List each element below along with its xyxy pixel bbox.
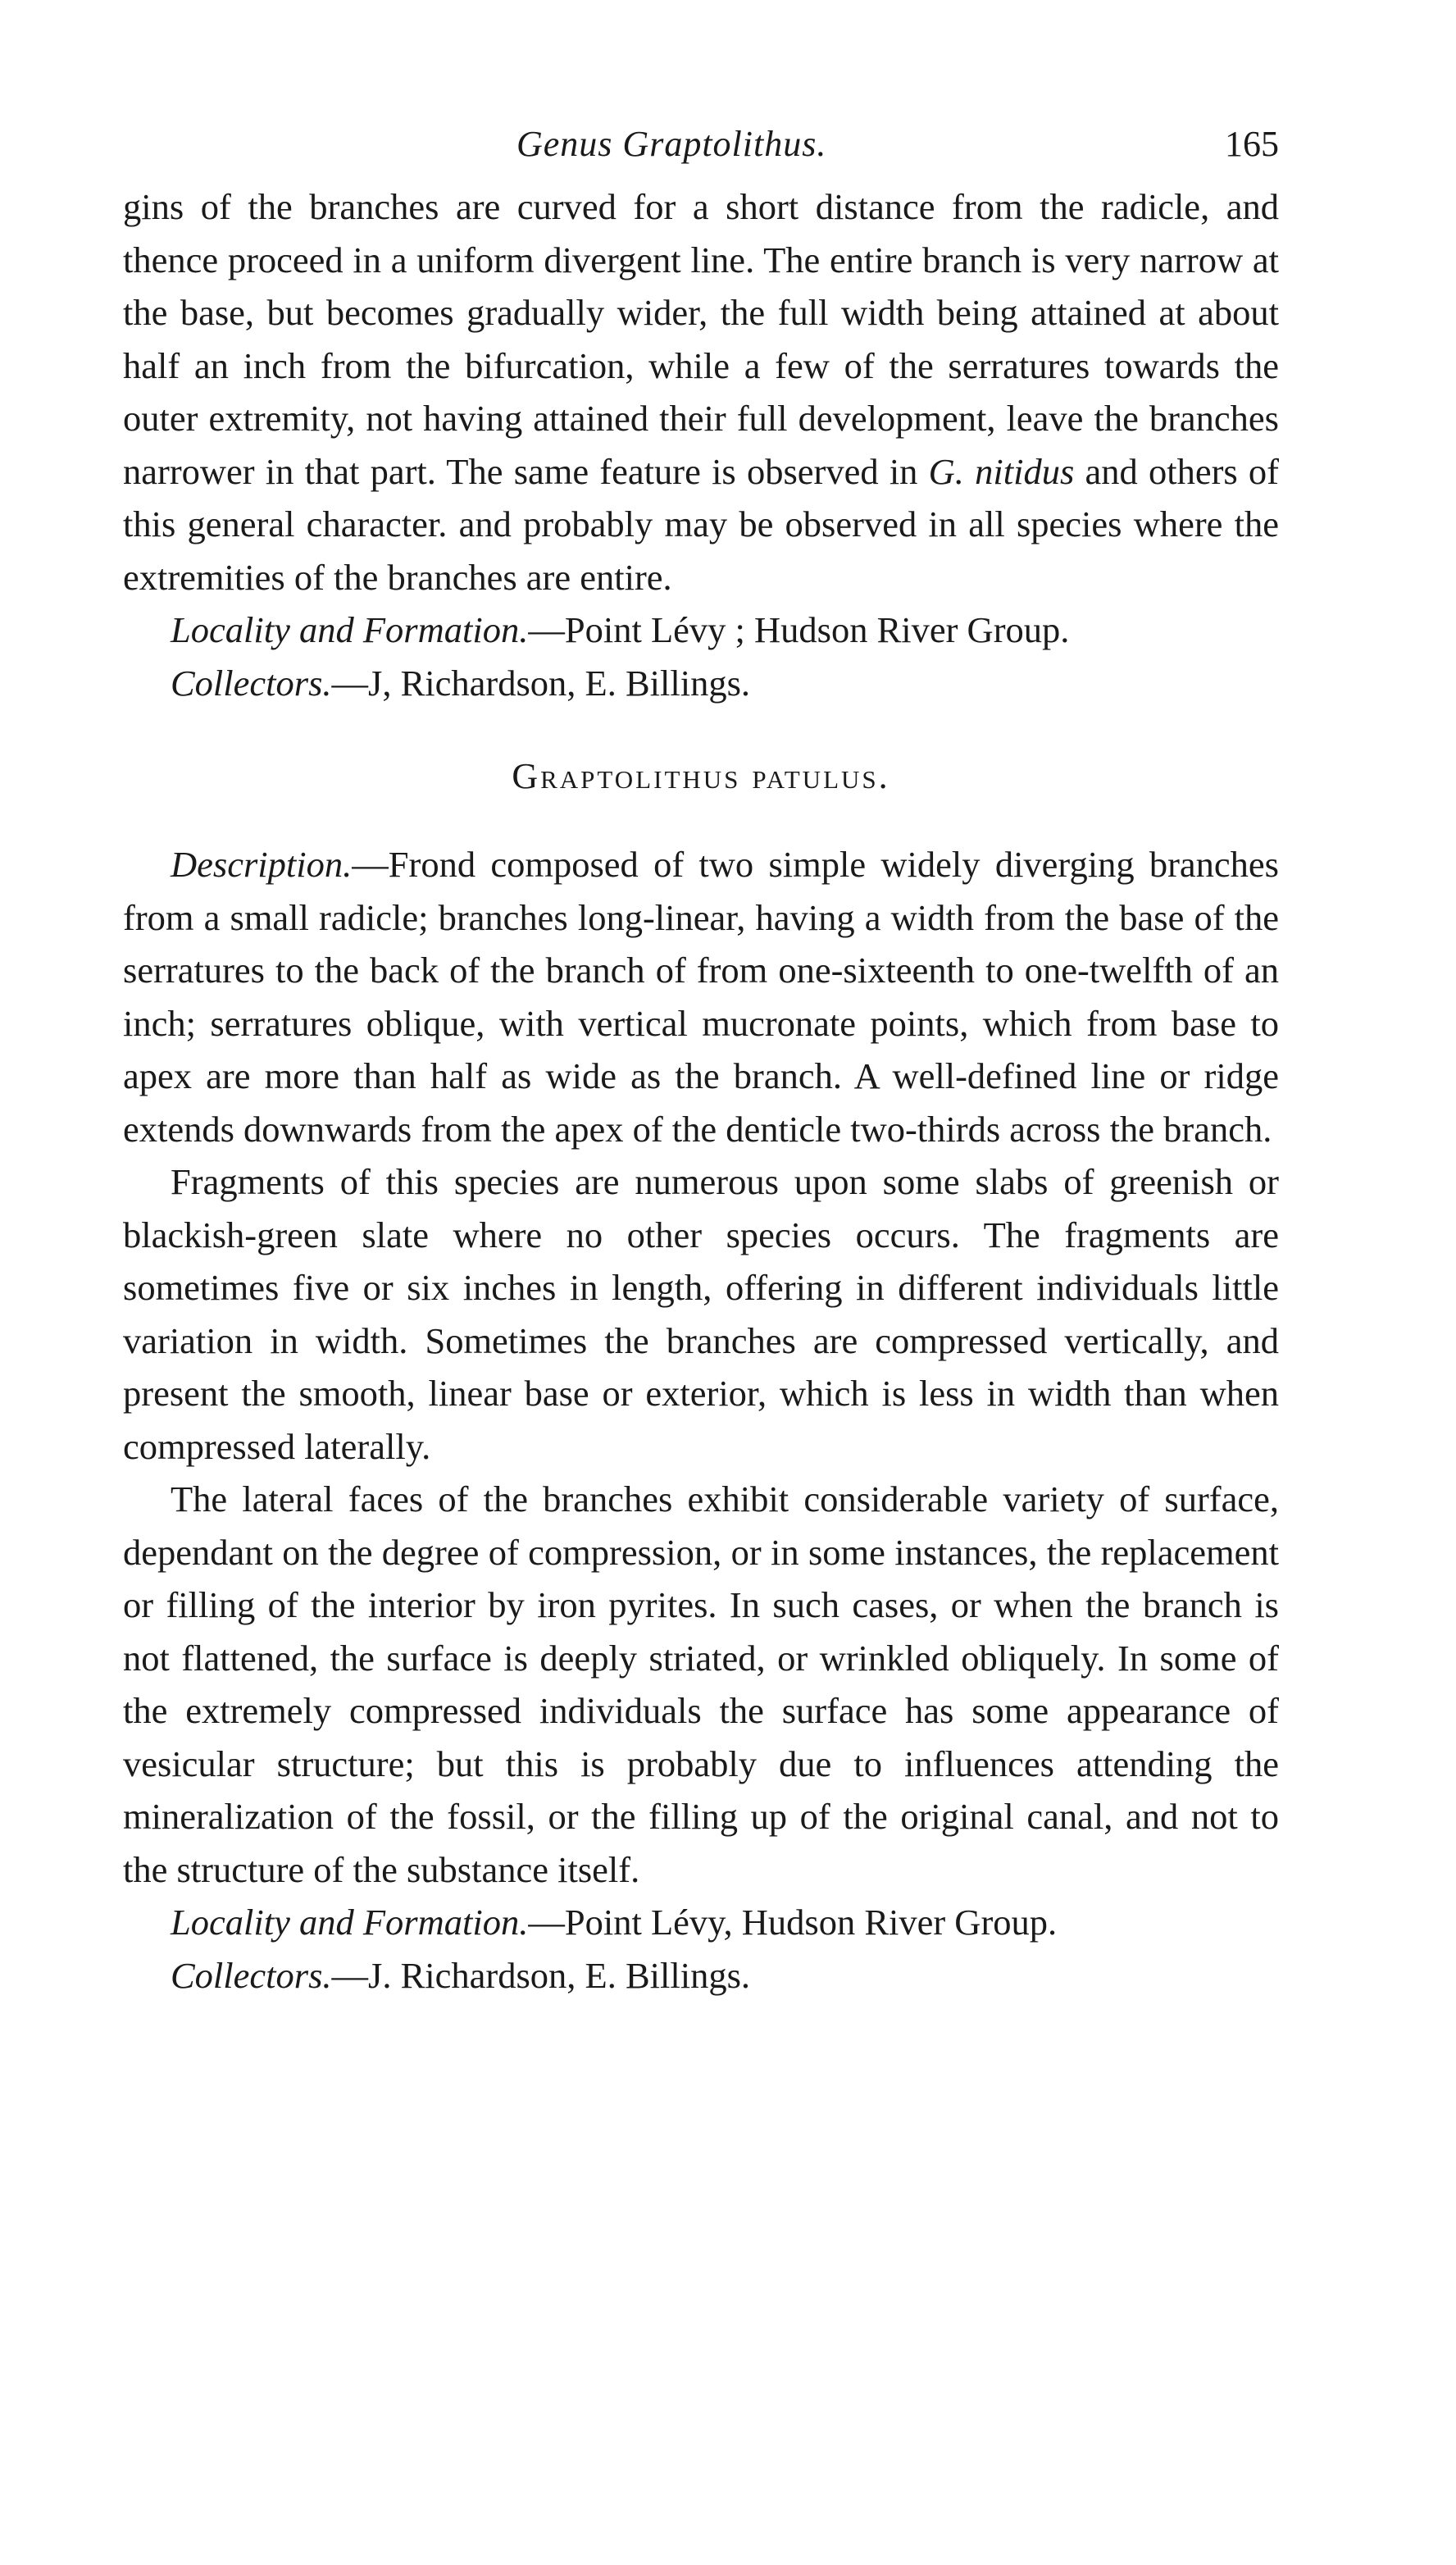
collectors-line-1 — [123, 657, 1279, 710]
paragraph-fragments: Fragments of this species are numerous upon some slabs of greenish or blackish-green slate where no other species occurs. The fragments are sometimes five or six inches in length, offering in different individuals little variation in width. Sometimes the branches are compressed vertically, and present the smooth, linear base or exterior, which is less in width than when compressed laterally. — [123, 1161, 1279, 1467]
locality-line-2 — [123, 1896, 1279, 1949]
collectors-label-1: Collectors. — [171, 662, 332, 704]
page-number: 165 — [1225, 124, 1279, 164]
collectors-text-2: —J. Richardson, E. Billings. — [331, 1954, 751, 1996]
description-text: —Frond composed of two simple widely diverging branches from a small radicle; branches long-linear, having a width from the base of the serratures to the back of the branch of from one-sixteenth to one-twelfth of an inch; serratures oblique, with vertical mucronate points, which from base to apex are more than half as wide as the branch. A well-defined line or ridge extends downwards from the apex of the denticle two-thirds across the branch. — [123, 844, 1279, 1150]
species-reference: G. nitidus — [928, 450, 1075, 492]
running-head — [123, 123, 1279, 180]
locality-text-1: —Point Lévy ; Hudson River Group. — [528, 609, 1070, 650]
continuation-paragraph — [123, 180, 1279, 604]
locality-label-1: Locality and Formation. — [171, 609, 529, 650]
locality-text-2: —Point Lévy, Hudson River Group. — [528, 1902, 1058, 1943]
paragraph-lateral-faces: The lateral faces of the branches exhibit considerable variety of surface, dependant on the degree of compression, or in some instances, the replacement or filling of the interior by iron pyrites. In such cases, or when the branch is not flattened, the surface is deeply striated, or wrinkled obliquely. In some of the extremely compressed individuals the surface has some appearance of vesicular structure; but this is probably due to influences attending the mineralization of the fossil, or the filling up of the original canal, and not to the structure of the substance itself. — [123, 1478, 1279, 1890]
collectors-text-1: —J, Richardson, E. Billings. — [331, 662, 751, 704]
continuation-text-start: gins of the branches are curved for a short distance from the radicle, and thence proceed in a uniform divergent line. The entire branch is very narrow at the base, but becomes gradually wider, the full width being attained at about half an inch from the bifurcation, while a few of the serratures towards the outer extremity, not having attained their full development, leave the branches narrower in that part. The same feature is observed in — [123, 186, 1279, 492]
description-paragraph — [123, 838, 1279, 1155]
locality-line-1 — [123, 604, 1279, 657]
section-heading: Graptolithus patulus. — [512, 756, 890, 796]
collectors-label-2: Collectors. — [171, 1954, 332, 1996]
running-title: Genus Graptolithus. — [516, 124, 827, 164]
locality-label-2: Locality and Formation. — [171, 1902, 529, 1943]
collectors-line-2 — [123, 1949, 1279, 2002]
description-label: Description. — [171, 844, 353, 885]
continuation-text-end: and others of this general character. and probably may be observed in all species where the extremities of the branches are entire. — [123, 450, 1279, 598]
book-page — [123, 123, 1279, 2002]
